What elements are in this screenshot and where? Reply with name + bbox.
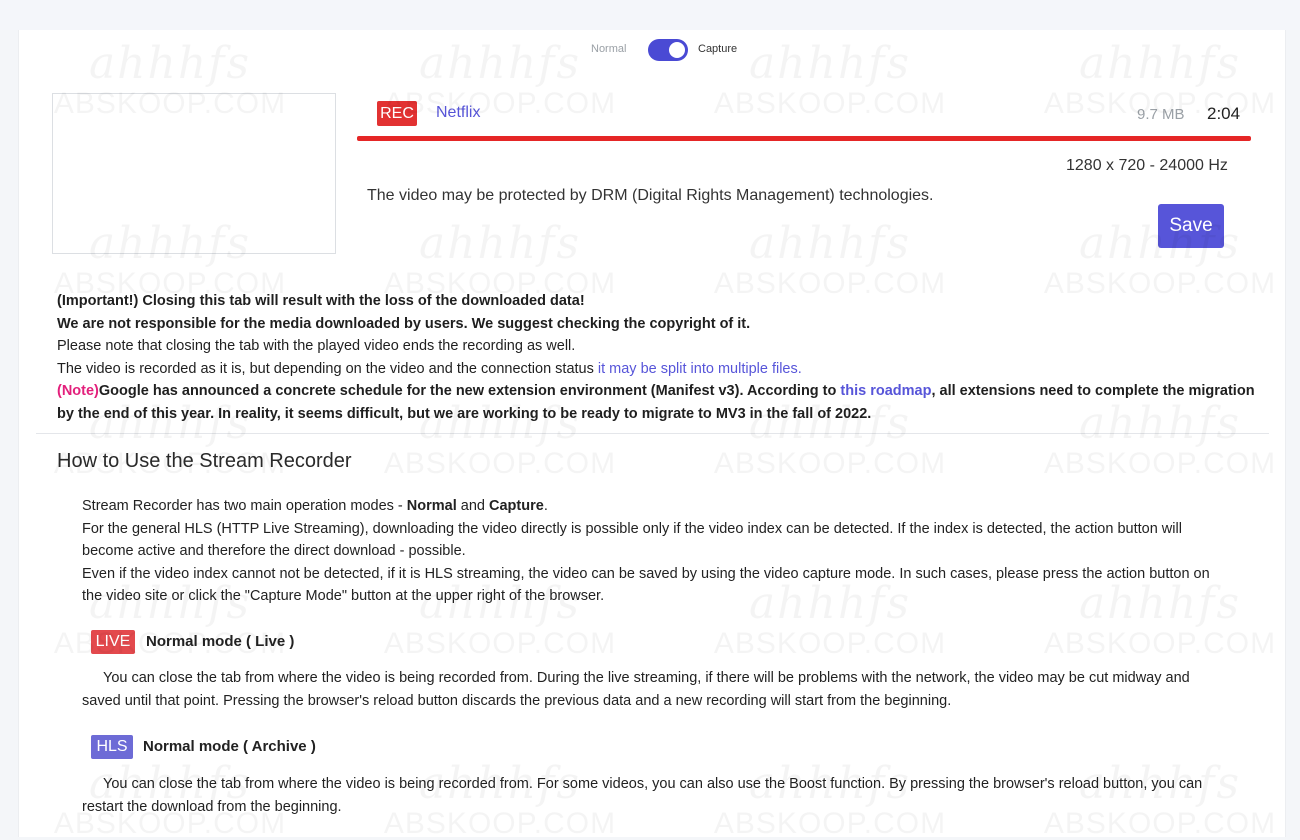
rec-badge: REC	[377, 101, 417, 126]
howto-title: How to Use the Stream Recorder	[57, 450, 352, 472]
toggle-knob	[669, 42, 685, 58]
video-thumbnail	[52, 93, 336, 254]
live-badge: LIVE	[91, 630, 135, 654]
live-mode-description: You can close the tab from where the video is being recorded from. During the live streaming, if there will be problems with the network, the video may be cut midway and saved until that point. Pressing the browser's reload button discards the previous data and a new recording will start from the beginning.	[82, 670, 1190, 709]
file-size: 9.7 MB	[1137, 106, 1185, 123]
recording-progress-bar	[357, 136, 1251, 141]
mode-normal-label[interactable]: Normal	[591, 43, 627, 55]
note-text-2: , all extensions need to complete the migration by the end of this year. In reality, it seems difficult, but we are working to be ready to migrate to MV3 in the fall of 2022.	[57, 383, 1255, 422]
archive-mode-title: Normal mode ( Archive )	[143, 738, 316, 755]
note-tag: (Note)	[57, 383, 99, 399]
intro-capture: Capture	[489, 498, 544, 514]
split-text: The video is recorded as it is, but depending on the video and the connection status	[57, 360, 598, 377]
roadmap-link[interactable]: this roadmap	[840, 383, 932, 399]
responsibility-notice: We are not responsible for the media downloaded by users. We suggest checking the copyright of it.	[57, 315, 751, 332]
video-resolution: 1280 x 720 - 24000 Hz	[1066, 157, 1228, 174]
source-site-link[interactable]: Netflix	[436, 104, 481, 121]
manifest-note	[57, 380, 1272, 425]
intro-and: and	[456, 498, 490, 514]
tab-close-notice: Please note that closing the tab with the played video ends the recording as well.	[57, 338, 576, 354]
live-mode-title: Normal mode ( Live )	[146, 633, 295, 650]
capture-mode-toggle[interactable]	[648, 39, 688, 61]
drm-warning: The video may be protected by DRM (Digital Rights Management) technologies.	[367, 187, 934, 204]
mode-capture-label[interactable]: Capture	[698, 43, 738, 55]
archive-mode-description: You can close the tab from where the video is being recorded from. For some videos, you can also use the Boost function. By pressing the browser's reload button, you can restart the download from the beginning.	[82, 776, 1203, 815]
save-button[interactable]: Save	[1158, 204, 1224, 248]
split-files-link[interactable]: it may be split into multiple files.	[597, 360, 802, 377]
top-bar	[0, 0, 1300, 30]
intro-text: Stream Recorder has two main operation modes -	[82, 498, 407, 514]
split-notice	[57, 358, 1272, 381]
howto-intro	[82, 495, 1232, 608]
intro-end: .	[543, 498, 548, 514]
recording-duration: 2:04	[1207, 104, 1241, 123]
notices	[57, 290, 1272, 425]
intro-normal: Normal	[406, 498, 457, 514]
note-text-1: Google has announced a concrete schedule for the new extension environment (Manifest v3). According to	[98, 383, 841, 399]
section-divider	[36, 433, 1269, 434]
intro-capture-mode: Even if the video index cannot not be detected, if it is HLS streaming, the video can be saved by using the video capture mode. In such cases, please press the action button on the video site or click the "Capture Mode" button at the upper right of the browser.	[82, 565, 1210, 604]
hls-badge: HLS	[91, 735, 133, 759]
intro-modes	[82, 495, 1232, 518]
intro-hls: For the general HLS (HTTP Live Streaming), downloading the video directly is possible only if the video index can be detected. If the index is detected, the action button will become active and therefore the direct download - possible.	[82, 520, 1182, 559]
important-notice: (Important!) Closing this tab will result with the loss of the downloaded data!	[57, 293, 585, 309]
